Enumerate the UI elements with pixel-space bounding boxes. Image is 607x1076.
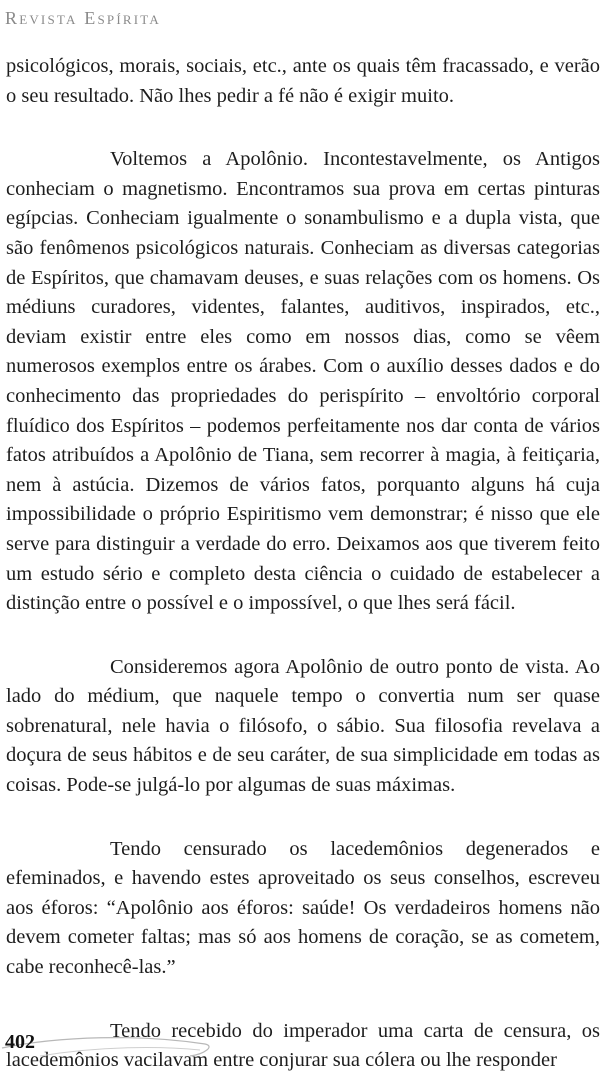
decorative-swoosh-icon — [0, 1026, 240, 1064]
page-number: 402 — [5, 1031, 35, 1053]
paragraph: psicológicos, morais, sociais, etc., ante os quais têm fracassado, e verão o seu resultado. Não lhes pedir a fé não é exigir muito. — [6, 55, 600, 107]
body-text — [6, 52, 600, 1076]
paragraph: Tendo recebido do imperador uma carta de censura, os lacedemônios vacilavam entre conjurar sua cólera ou lhe responder — [6, 1019, 600, 1072]
paragraph: Tendo censurado os lacedemônios degenerados e efeminados, e havendo estes aproveitado os seus conselhos, escreveu aos éforos: “Apolônio aos éforos: saúde! Os verdadeiros homens não devem cometer faltas; mas só aos homens de coração, se as cometem, cabe reconhecê-las.” — [6, 837, 600, 979]
running-header: Revista Espírita — [5, 8, 161, 28]
page-footer — [0, 1026, 607, 1064]
paragraph: Voltemos a Apolônio. Incontestavelmente, os Antigos conheciam o magnetismo. Encontramos sua prova em certas pinturas egípcias. Conheciam igualmente o sonambulismo e a dupla vista, que são fenômenos psicológicos naturais. Conheciam as diversas categorias de Espíritos, que chamavam deuses, e suas relações com os homens. Os médiuns curadores, videntes, falantes, auditivos, inspirados, etc., deviam existir entre eles como em nossos dias, como se vêem numerosos exemplos entre os árabes. Com o auxílio desses dados e do conhecimento das propriedades do perispírito – envoltório corporal fluídico dos Espíritos – podemos perfeitamente nos dar conta de vários fatos atribuídos a Apolônio de Tiana, sem recorrer à magia, à feitiçaria, nem à astúcia. Dizemos de vários fatos, porquanto alguns há cuja impossibilidade o próprio Espiritismo vem demonstrar; é nisso que ele serve para distinguir a verdade do erro. Deixamos aos que tiverem feito um estudo sério e completo desta ciência o cuidado de estabelecer a distinção entre o possível e o impossível, o que lhes será fácil. — [6, 148, 600, 615]
paragraph: Consideremos agora Apolônio de outro ponto de vista. Ao lado do médium, que naquele tempo o convertia num ser quase sobrenatural, nele havia o filósofo, o sábio. Sua filosofia revelava a doçura de seus hábitos e de seu caráter, de sua simplicidade em todas as coisas. Pode-se julgá-lo por algumas de suas máximas. — [6, 655, 600, 797]
